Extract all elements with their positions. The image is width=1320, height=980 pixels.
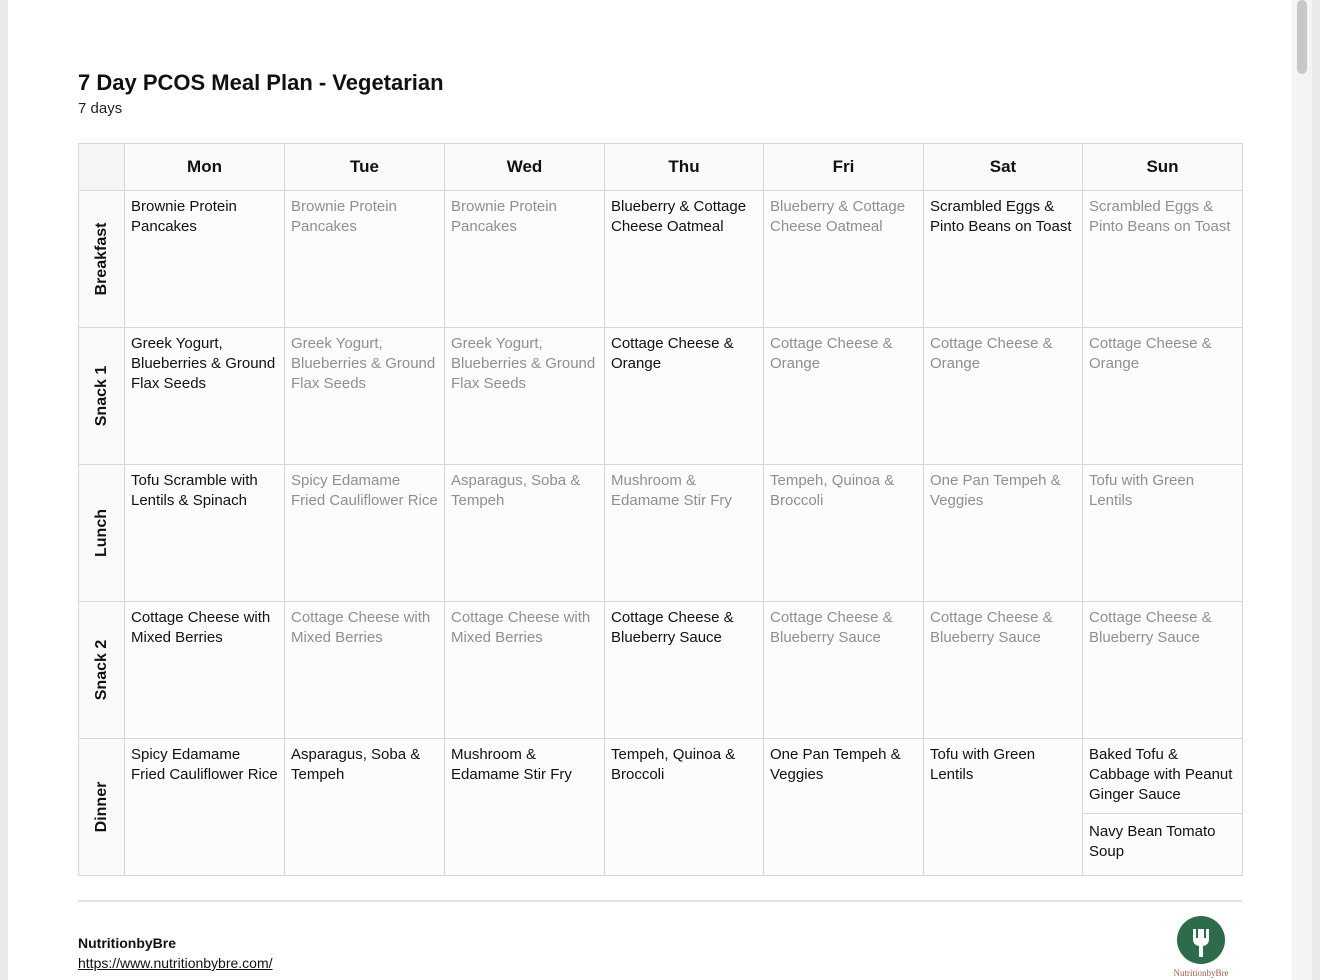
meal-item: Cottage Cheese & Blueberry Sauce: [1089, 609, 1212, 646]
meal-item: Cottage Cheese & Blueberry Sauce: [611, 609, 734, 646]
meal-label: Dinner: [92, 781, 110, 833]
day-header: Sun: [1083, 144, 1243, 191]
meal-label-cell: [79, 465, 125, 602]
meal-cell: [445, 328, 605, 465]
meal-cell: [445, 465, 605, 602]
meal-item: Cottage Cheese & Blueberry Sauce: [770, 609, 893, 646]
meal-cell: [924, 191, 1083, 328]
meal-item: Cottage Cheese with Mixed Berries: [131, 609, 271, 646]
meal-cell: [285, 602, 445, 739]
meal-item: Brownie Protein Pancakes: [291, 198, 397, 235]
meal-item: Greek Yogurt, Blueberries & Ground Flax Seeds: [131, 335, 276, 392]
meal-cell: [285, 191, 445, 328]
meal-cell: [764, 328, 924, 465]
meal-cell: [924, 465, 1083, 602]
meal-cell: [125, 191, 285, 328]
day-header: Tue: [285, 144, 445, 191]
meal-cell: [125, 739, 285, 876]
meal-label-cell: [79, 328, 125, 465]
header-row: [79, 144, 1243, 191]
day-header: Sat: [924, 144, 1083, 191]
vertical-scrollbar[interactable]: [1292, 0, 1312, 980]
meal-cell: [764, 739, 924, 876]
meal-item: Cottage Cheese with Mixed Berries: [291, 609, 431, 646]
meal-cell: [605, 191, 764, 328]
meal-item: Greek Yogurt, Blueberries & Ground Flax Seeds: [291, 335, 436, 392]
meal-row: [79, 191, 1243, 328]
meal-item: Navy Bean Tomato Soup: [1083, 813, 1242, 862]
page-subtitle: 7 days: [78, 100, 123, 117]
meal-label: Lunch: [92, 509, 110, 557]
logo-wordmark: NutritionbyBre: [1173, 968, 1229, 978]
meal-cell: [1083, 191, 1243, 328]
meal-cell: [764, 465, 924, 602]
meal-cell: [1083, 465, 1243, 602]
day-header: Thu: [605, 144, 764, 191]
meal-item: Tofu Scramble with Lentils & Spinach: [131, 472, 258, 509]
corner-cell: [79, 144, 125, 191]
meal-cell: [764, 602, 924, 739]
meal-cell: [445, 739, 605, 876]
meal-label-cell: [79, 739, 125, 876]
day-header: Mon: [125, 144, 285, 191]
meal-cell: [125, 465, 285, 602]
meal-item: Blueberry & Cottage Cheese Oatmeal: [770, 198, 906, 235]
meal-item: Asparagus, Soba & Tempeh: [291, 746, 421, 783]
meal-cell: [605, 465, 764, 602]
meal-cell: [445, 602, 605, 739]
meal-cell: [924, 328, 1083, 465]
meal-plan-table: [78, 143, 1243, 876]
meal-item: Spicy Edamame Fried Cauliflower Rice: [131, 746, 278, 783]
document-page: [8, 0, 1312, 980]
meal-item: One Pan Tempeh & Veggies: [770, 746, 901, 783]
meal-item: Cottage Cheese with Mixed Berries: [451, 609, 591, 646]
footer-brand: NutritionbyBre: [78, 935, 176, 951]
page-title: 7 Day PCOS Meal Plan - Vegetarian: [78, 70, 444, 95]
meal-cell: [924, 602, 1083, 739]
meal-label: Breakfast: [92, 222, 110, 296]
meal-item: Mushroom & Edamame Stir Fry: [611, 472, 732, 509]
meal-item: Greek Yogurt, Blueberries & Ground Flax Seeds: [451, 335, 596, 392]
meal-item: Brownie Protein Pancakes: [451, 198, 557, 235]
meal-item: Scrambled Eggs & Pinto Beans on Toast: [930, 198, 1072, 235]
meal-cell: [285, 328, 445, 465]
meal-item: Spicy Edamame Fried Cauliflower Rice: [291, 472, 438, 509]
meal-item: Tofu with Green Lentils: [930, 746, 1036, 783]
meal-cell: [924, 739, 1083, 876]
meal-cell: [1083, 739, 1243, 876]
meal-cell: [605, 328, 764, 465]
meal-row: [79, 602, 1243, 739]
meal-cell: [605, 739, 764, 876]
meal-cell: [285, 739, 445, 876]
meal-cell: [1083, 602, 1243, 739]
day-header: Wed: [445, 144, 605, 191]
meal-item: Cottage Cheese & Blueberry Sauce: [930, 609, 1053, 646]
meal-label: Snack 1: [92, 365, 110, 427]
meal-item: Brownie Protein Pancakes: [131, 198, 237, 235]
meal-label-cell: [79, 602, 125, 739]
meal-cell: [605, 602, 764, 739]
meal-item: Cottage Cheese & Orange: [1089, 335, 1212, 372]
meal-row: [79, 739, 1243, 876]
meal-cell: [285, 465, 445, 602]
meal-item: Tofu with Green Lentils: [1089, 472, 1195, 509]
meal-item: Blueberry & Cottage Cheese Oatmeal: [611, 198, 747, 235]
meal-row: [79, 328, 1243, 465]
meal-row: [79, 465, 1243, 602]
meal-item: Asparagus, Soba & Tempeh: [451, 472, 581, 509]
meal-item: Tempeh, Quinoa & Broccoli: [611, 746, 736, 783]
footer-link[interactable]: https://www.nutritionbybre.com/: [78, 955, 273, 971]
footer-divider: [78, 900, 1242, 902]
meal-item: Baked Tofu & Cabbage with Peanut Ginger Sauce: [1089, 746, 1233, 803]
meal-label-cell: [79, 191, 125, 328]
meal-item: Mushroom & Edamame Stir Fry: [451, 746, 572, 783]
meal-item: Cottage Cheese & Orange: [611, 335, 734, 372]
meal-cell: [125, 328, 285, 465]
day-header: Fri: [764, 144, 924, 191]
meal-label: Snack 2: [92, 639, 110, 701]
meal-item: Cottage Cheese & Orange: [770, 335, 893, 372]
meal-item: Tempeh, Quinoa & Broccoli: [770, 472, 895, 509]
scrollbar-thumb[interactable]: [1297, 0, 1307, 74]
meal-item: One Pan Tempeh & Veggies: [930, 472, 1061, 509]
nutritionbybre-logo: [1158, 914, 1244, 980]
meal-cell: [445, 191, 605, 328]
meal-cell: [764, 191, 924, 328]
meal-cell: [1083, 328, 1243, 465]
meal-item: Cottage Cheese & Orange: [930, 335, 1053, 372]
meal-cell: [125, 602, 285, 739]
meal-item: Scrambled Eggs & Pinto Beans on Toast: [1089, 198, 1231, 235]
